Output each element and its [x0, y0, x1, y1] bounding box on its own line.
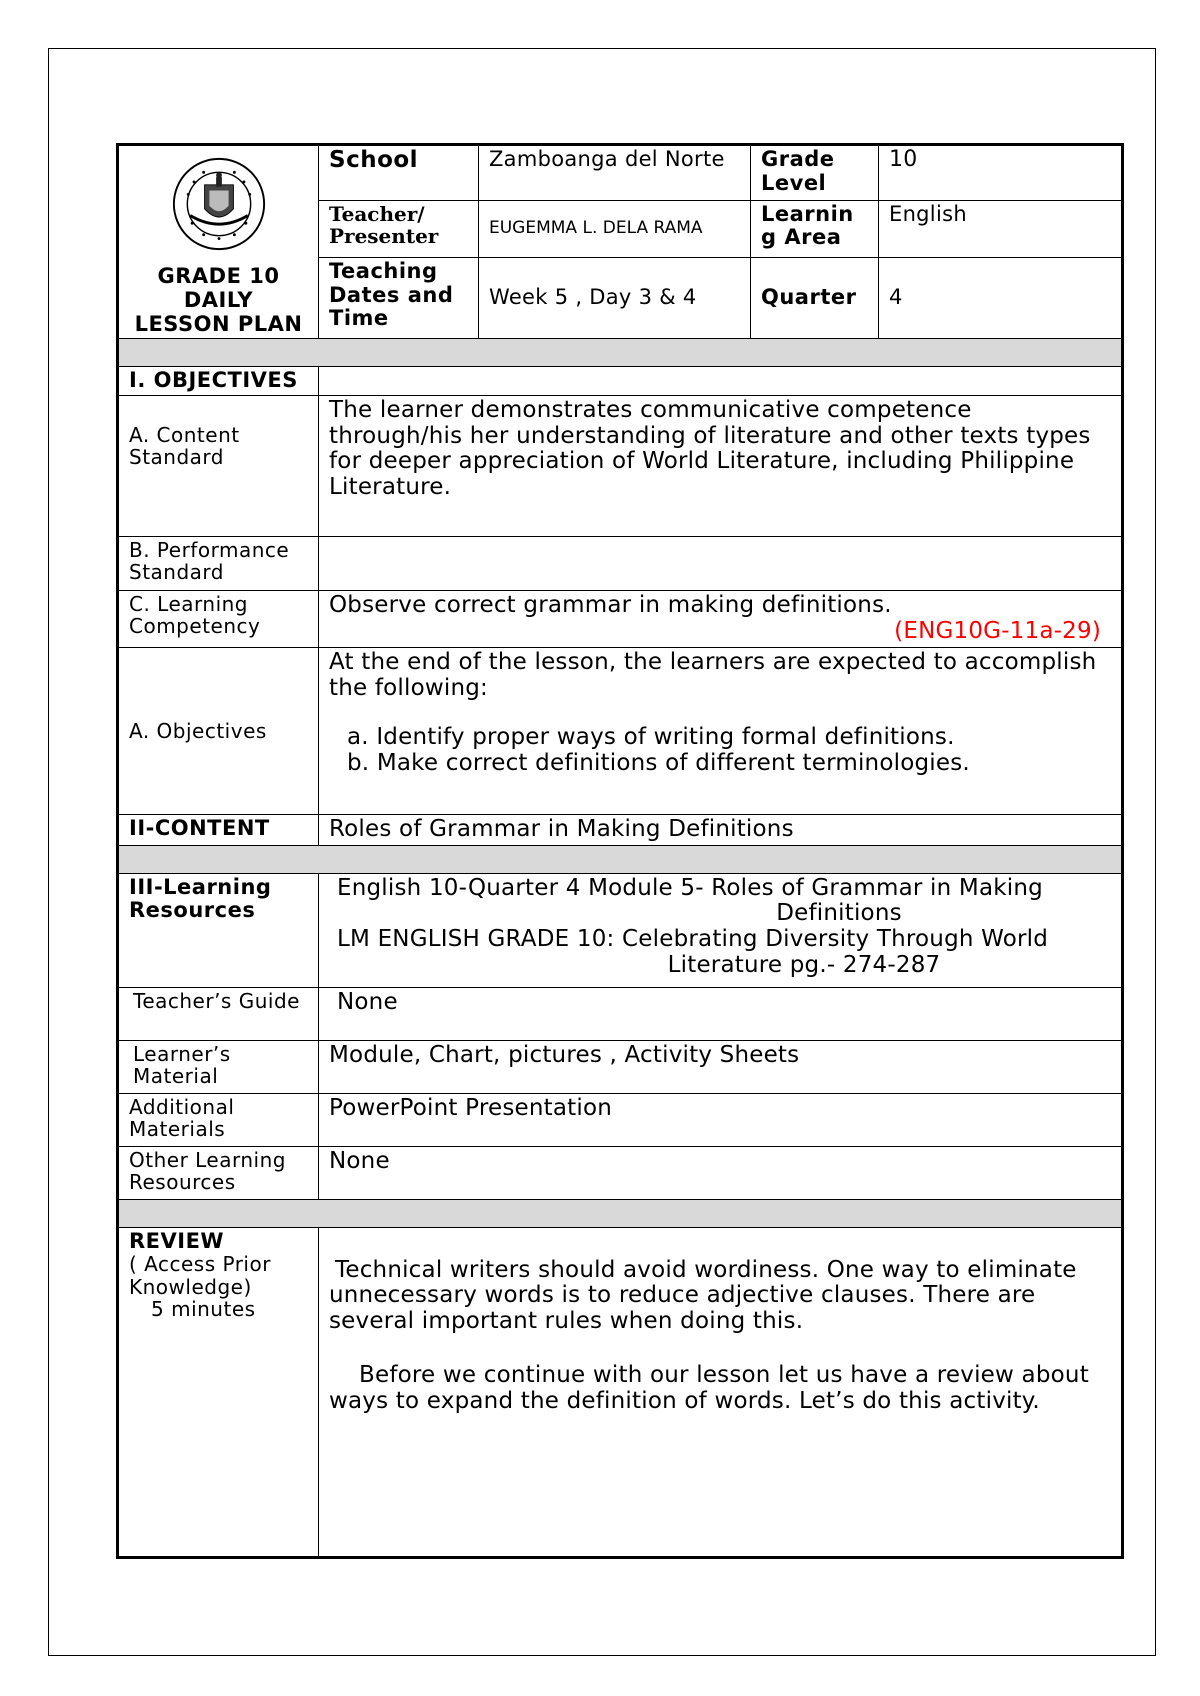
content-value: Roles of Grammar in Making Definitions [319, 814, 1123, 845]
objective-b: b. Make correct definitions of different terminologies. [347, 750, 970, 777]
resource-line-2: Definitions [776, 900, 902, 927]
objectives-cell [319, 647, 1123, 814]
review-sub1: ( Access Prior Knowledge) [129, 1252, 271, 1299]
grade-value: 10 [879, 145, 1123, 201]
resource-line-1: English 10-Quarter 4 Module 5- Roles of Grammar in Making [337, 874, 1043, 901]
dates-value: Week 5 , Day 3 & 4 [479, 258, 751, 339]
review-cell [319, 1227, 1123, 1557]
competency-code: (ENG10G-11a-29) [894, 617, 1101, 644]
separator-row [118, 1199, 1123, 1227]
teacher-label: Teacher/ Presenter [319, 200, 479, 258]
content-standard-label: A. Content Standard [118, 395, 319, 536]
additional-materials-value: PowerPoint Presentation [319, 1093, 1123, 1146]
other-resources-value: None [319, 1146, 1123, 1199]
review-paragraph-2: Before we continue with our lesson let us have a review about ways to expand the definition of words. Let’s do this activity. [329, 1361, 1089, 1414]
review-label-cell [118, 1227, 319, 1557]
performance-standard-label: B. Performance Standard [118, 536, 319, 590]
teacher-value: EUGEMMA L. DELA RAMA [479, 200, 751, 258]
learning-area-value: English [879, 200, 1123, 258]
performance-standard-value [319, 536, 1123, 590]
teachers-guide-label: Teacher’s Guide [118, 987, 319, 1040]
resource-line-3: LM ENGLISH GRADE 10: Celebrating Diversity Through World [337, 926, 1049, 953]
separator-row [118, 845, 1123, 873]
content-heading: II-CONTENT [118, 814, 319, 845]
learners-material-label: Learner’s Material [118, 1040, 319, 1093]
objective-a: a. Identify proper ways of writing formal definitions. [347, 724, 955, 751]
objectives-label: A. Objectives [118, 647, 319, 814]
learning-area-label: Learnin g Area [751, 200, 879, 258]
resources-heading: III-Learning Resources [118, 873, 319, 987]
plan-title: GRADE 10 DAILY LESSON PLAN [134, 263, 303, 337]
learners-material-value: Module, Chart, pictures , Activity Sheets [319, 1040, 1123, 1093]
quarter-value: 4 [879, 258, 1123, 339]
grade-label: Grade Level [751, 145, 879, 201]
review-heading: REVIEW [129, 1228, 225, 1253]
competency-value: Observe correct grammar in making definitions. [329, 591, 892, 618]
quarter-label: Quarter [751, 258, 879, 339]
review-duration: 5 minutes [151, 1296, 256, 1321]
dates-label: Teaching Dates and Time [319, 258, 479, 339]
review-paragraph-1: Technical writers should avoid wordiness. One way to eliminate unnecessary words is to reduce adjective clauses. There are several important rules when doing this. [329, 1256, 1077, 1335]
objectives-intro: At the end of the lesson, the learners are expected to accomplish the following: [329, 648, 1097, 701]
competency-cell [319, 590, 1123, 647]
separator-row [118, 339, 1123, 367]
school-value: Zamboanga del Norte [479, 145, 751, 201]
resources-cell [319, 873, 1123, 987]
deped-seal-icon [171, 156, 267, 252]
other-resources-label: Other Learning Resources [118, 1146, 319, 1199]
resource-line-4: Literature pg.- 274-287 [667, 951, 941, 978]
additional-materials-label: Additional Materials [118, 1093, 319, 1146]
school-label: School [319, 145, 479, 201]
content-standard-value: The learner demonstrates communicative competence through/his her understanding of literature and other texts types for deeper appreciation of World Literature, including Philippine Literature. [319, 395, 1123, 536]
logo-cell [118, 145, 319, 339]
objectives-heading: I. OBJECTIVES [118, 367, 319, 396]
competency-label: C. Learning Competency [118, 590, 319, 647]
lesson-plan-table [116, 143, 1124, 1559]
teachers-guide-value: None [319, 987, 1123, 1040]
